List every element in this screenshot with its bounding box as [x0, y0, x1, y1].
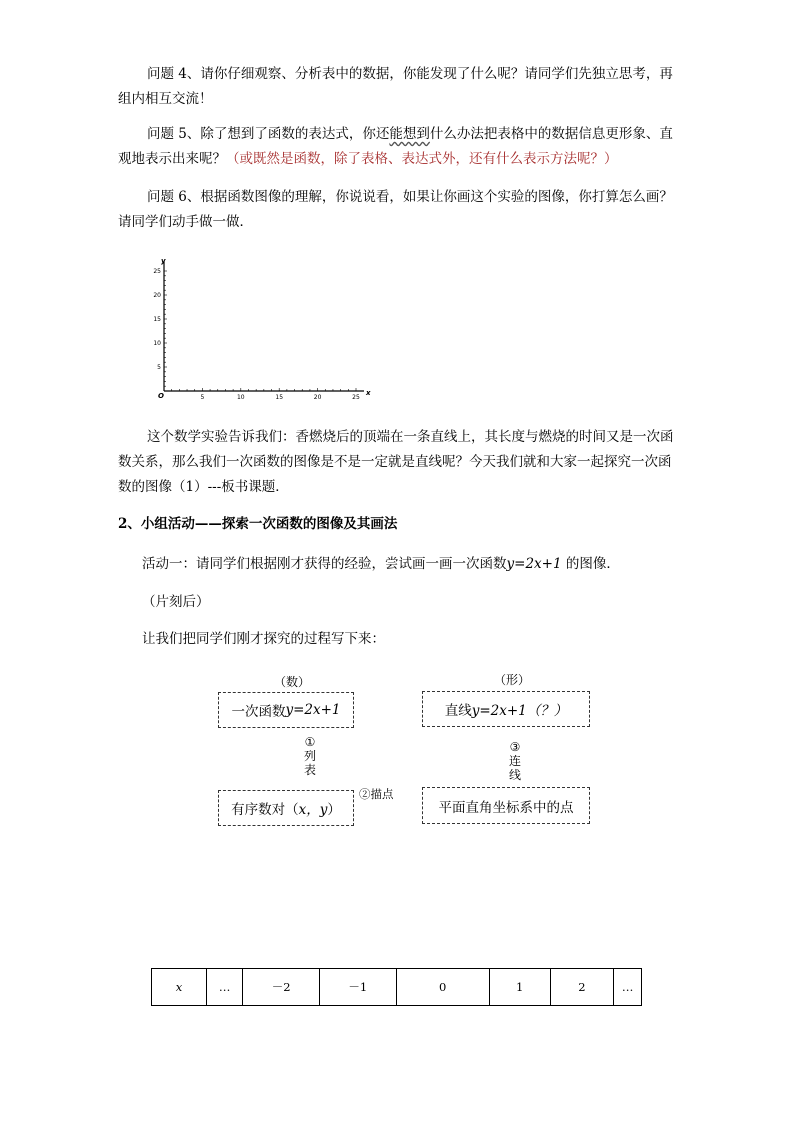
y-tick-label: 15 [153, 316, 161, 323]
table-cell-ellipsis-left: … [206, 969, 242, 1006]
table-cell-ellipsis-right: … [614, 969, 642, 1006]
step-3-mark: ③ [509, 740, 521, 754]
x-tick-label: 20 [313, 394, 322, 401]
lead-in-text: 让我们把同学们刚才探究的过程写下来： [142, 631, 385, 647]
pause-note: （片刻后） [142, 594, 210, 610]
activity-one-function: y=2x+1 [506, 556, 562, 572]
step-1-list-table [300, 735, 320, 777]
experiment-paragraph-text: 这个数学实验告诉我们：香燃烧后的顶端在一条直线上，其长度与燃烧的时间又是一次函数关系，那么我们一次函数的图像是不是一定就是直线呢？今天我们就和大家一起探究一次函数的图像（1）---板书课题． [118, 429, 674, 495]
step-1-char-2: 表 [303, 763, 316, 777]
box-straight-line-text-b: y=2x+1（？） [471, 703, 568, 719]
y-tick-label: 20 [153, 292, 161, 299]
step-3-connect-line [505, 740, 525, 782]
box-ordered-pairs-text-b: x，y [298, 802, 328, 818]
box-coordinate-points-text: 平面直角坐标系中的点 [438, 799, 574, 816]
question-5 [118, 122, 678, 172]
step-2-plot-points: ②描点 [359, 787, 394, 801]
question-5-hint: （或既然是函数，除了表格、表达式外，还有什么表示方法呢？） [226, 151, 618, 167]
y-tick-label: 5 [157, 364, 161, 371]
step-3-char-2: 线 [508, 768, 521, 782]
y-tick-label: 10 [153, 340, 161, 347]
table-cell-1: 1 [489, 969, 550, 1006]
question-5-text-b: 什么办法把表格中的数据信息更形象、直观地表示出来呢？ [118, 126, 673, 167]
table-cell-neg2: －2 [243, 969, 320, 1006]
table-cell-2: 2 [550, 969, 614, 1006]
table-cell-neg1: －1 [319, 969, 396, 1006]
step-1-mark: ① [304, 735, 316, 749]
table-cell-x: x [152, 969, 207, 1006]
empty-coordinate-chart [148, 252, 378, 404]
x-axis-label: x [366, 389, 371, 397]
box-coordinate-points [422, 787, 590, 824]
box-linear-function [218, 692, 354, 728]
table-row [152, 969, 642, 1006]
x-tick-label: 5 [200, 394, 205, 401]
box-straight-line-text-a: 直线 [444, 703, 472, 719]
box-ordered-pairs [218, 790, 354, 826]
x-value-table [151, 968, 642, 1006]
label-xing: （形） [493, 673, 530, 687]
question-4 [118, 62, 678, 112]
question-6 [118, 185, 678, 235]
y-tick-label: 25 [153, 268, 161, 275]
step-3-char-1: 连 [508, 754, 521, 768]
box-straight-line [422, 691, 590, 727]
box-linear-function-text-a: 一次函数 [231, 704, 286, 720]
step-1-char-1: 列 [303, 749, 316, 763]
box-ordered-pairs-text-a: 有序数对（ [231, 802, 299, 818]
x-tick-label: 10 [236, 394, 245, 401]
label-shu: （数） [273, 675, 310, 689]
table-cell-0: 0 [396, 969, 489, 1006]
question-5-wavy-text: 能想到 [389, 126, 430, 142]
question-4-text: 问题 4、请你仔细观察、分析表中的数据，你能发现了什么呢？请同学们先独立思考，再组内相互交流！ [118, 66, 673, 107]
activity-one [142, 552, 620, 572]
section-2-heading: 2、小组活动——探索一次函数的图像及其画法 [118, 516, 398, 532]
box-linear-function-text-b: y=2x+1 [285, 702, 341, 718]
question-5-text-a: 问题 5、除了想到了函数的表达式，你还 [147, 126, 390, 142]
activity-one-text-b: 的图像． [561, 556, 620, 572]
experiment-paragraph [118, 425, 678, 500]
x-tick-label: 25 [352, 394, 360, 401]
y-axis-label: y [161, 257, 166, 265]
origin-label: O [158, 392, 164, 400]
x-tick-label: 15 [275, 394, 284, 401]
box-ordered-pairs-text-c: ） [327, 802, 341, 818]
activity-one-text-a: 活动一：请同学们根据刚才获得的经验，尝试画一画一次函数 [142, 556, 507, 572]
question-6-text: 问题 6、根据函数图像的理解，你说说看，如果让你画这个实验的图像，你打算怎么画？请同学们动手做一做． [118, 189, 673, 230]
